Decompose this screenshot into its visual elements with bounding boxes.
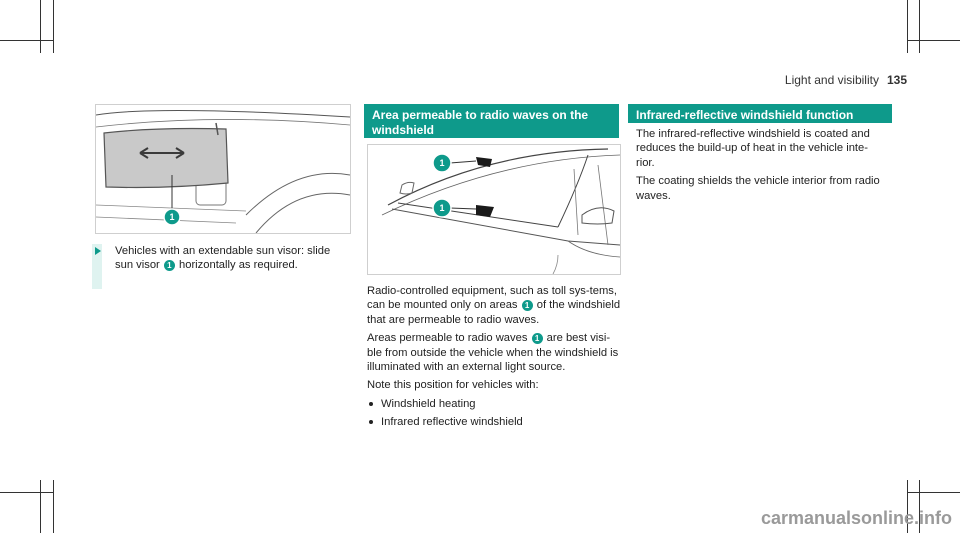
- section-heading-infrared: Infrared-reflective windshield function: [628, 104, 892, 123]
- bullet-icon: [369, 420, 373, 424]
- step-text-before: Vehicles with an extendable sun visor: slide sun visor: [115, 245, 331, 272]
- figure-callout-badge-top: 1: [439, 158, 445, 168]
- crop-mark: [0, 492, 53, 493]
- page-number: 135: [886, 73, 907, 87]
- paragraph: The infrared-reflective windshield is coated and reduces the build-up of heat in the vehicle inte-rior.: [636, 128, 870, 169]
- radio-areas-body: [367, 284, 621, 434]
- paragraph: Areas permeable to radio waves 1 are best visi-ble from outside the vehicle when the windshield is illuminated with an external light source.: [367, 332, 619, 374]
- step-instruction: [115, 244, 347, 273]
- bullet-list: [367, 397, 621, 430]
- crop-mark: [53, 480, 54, 533]
- paragraph: The coating shields the vehicle interior from radio waves.: [636, 175, 880, 202]
- figure-callout-badge: 1: [169, 212, 175, 222]
- sun-visor-figure: [95, 104, 351, 234]
- callout-badge: 1: [532, 333, 543, 344]
- infrared-body: [636, 127, 886, 207]
- crop-mark: [907, 0, 908, 53]
- crop-mark: [53, 0, 54, 53]
- callout-badge: 1: [164, 260, 175, 271]
- crop-mark: [907, 40, 960, 41]
- paragraph: Note this position for vehicles with:: [367, 379, 539, 392]
- running-header: [785, 73, 907, 87]
- windshield-figure: [367, 144, 621, 275]
- crop-mark: [907, 492, 960, 493]
- crop-mark: [40, 0, 41, 53]
- step-text-after: horizontally as required.: [179, 259, 298, 272]
- list-item: Infrared reflective windshield: [367, 415, 621, 429]
- sun-visor-illustration: [96, 105, 350, 233]
- list-item: Windshield heating: [367, 397, 621, 411]
- step-arrow-icon: [95, 247, 101, 255]
- crop-mark: [0, 40, 53, 41]
- section-heading-radio-areas: Area permeable to radio waves on the windshield: [364, 104, 619, 138]
- bullet-icon: [369, 402, 373, 406]
- windshield-illustration: [368, 145, 620, 274]
- callout-badge: 1: [522, 300, 533, 311]
- header-section: Light and visibility: [784, 73, 879, 87]
- crop-mark: [919, 0, 920, 53]
- figure-callout-badge-bottom: 1: [439, 203, 445, 213]
- crop-mark: [40, 480, 41, 533]
- paragraph: Radio-controlled equipment, such as toll sys-tems, can be mounted only on areas 1 of the windshield that are permeable to radio waves.: [367, 285, 621, 326]
- watermark: carmanualsonline.info: [760, 508, 952, 528]
